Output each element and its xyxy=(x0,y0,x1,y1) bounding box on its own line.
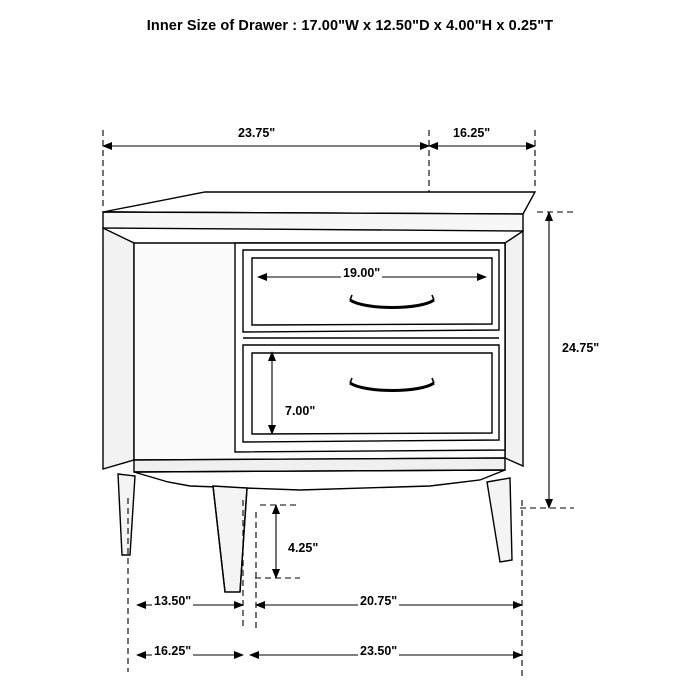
dim-base-right: 23.50" xyxy=(360,644,398,658)
dim-top-left: 23.75" xyxy=(238,126,276,140)
dim-drawer-height: 7.00" xyxy=(285,404,316,418)
dim-base-left: 16.25" xyxy=(154,644,192,658)
dim-overall-height: 24.75" xyxy=(562,341,600,355)
page-title: Inner Size of Drawer : 17.00"W x 12.50"D x 4.00"H x 0.25"T xyxy=(146,18,554,34)
dim-top-right: 16.25" xyxy=(453,126,491,140)
dim-front-width: 20.75" xyxy=(360,594,398,608)
nightstand-body xyxy=(103,192,535,592)
dim-drawer-width: 19.00" xyxy=(343,266,381,280)
dim-side-depth: 13.50" xyxy=(154,594,192,608)
dim-leg-height: 4.25" xyxy=(288,541,319,555)
